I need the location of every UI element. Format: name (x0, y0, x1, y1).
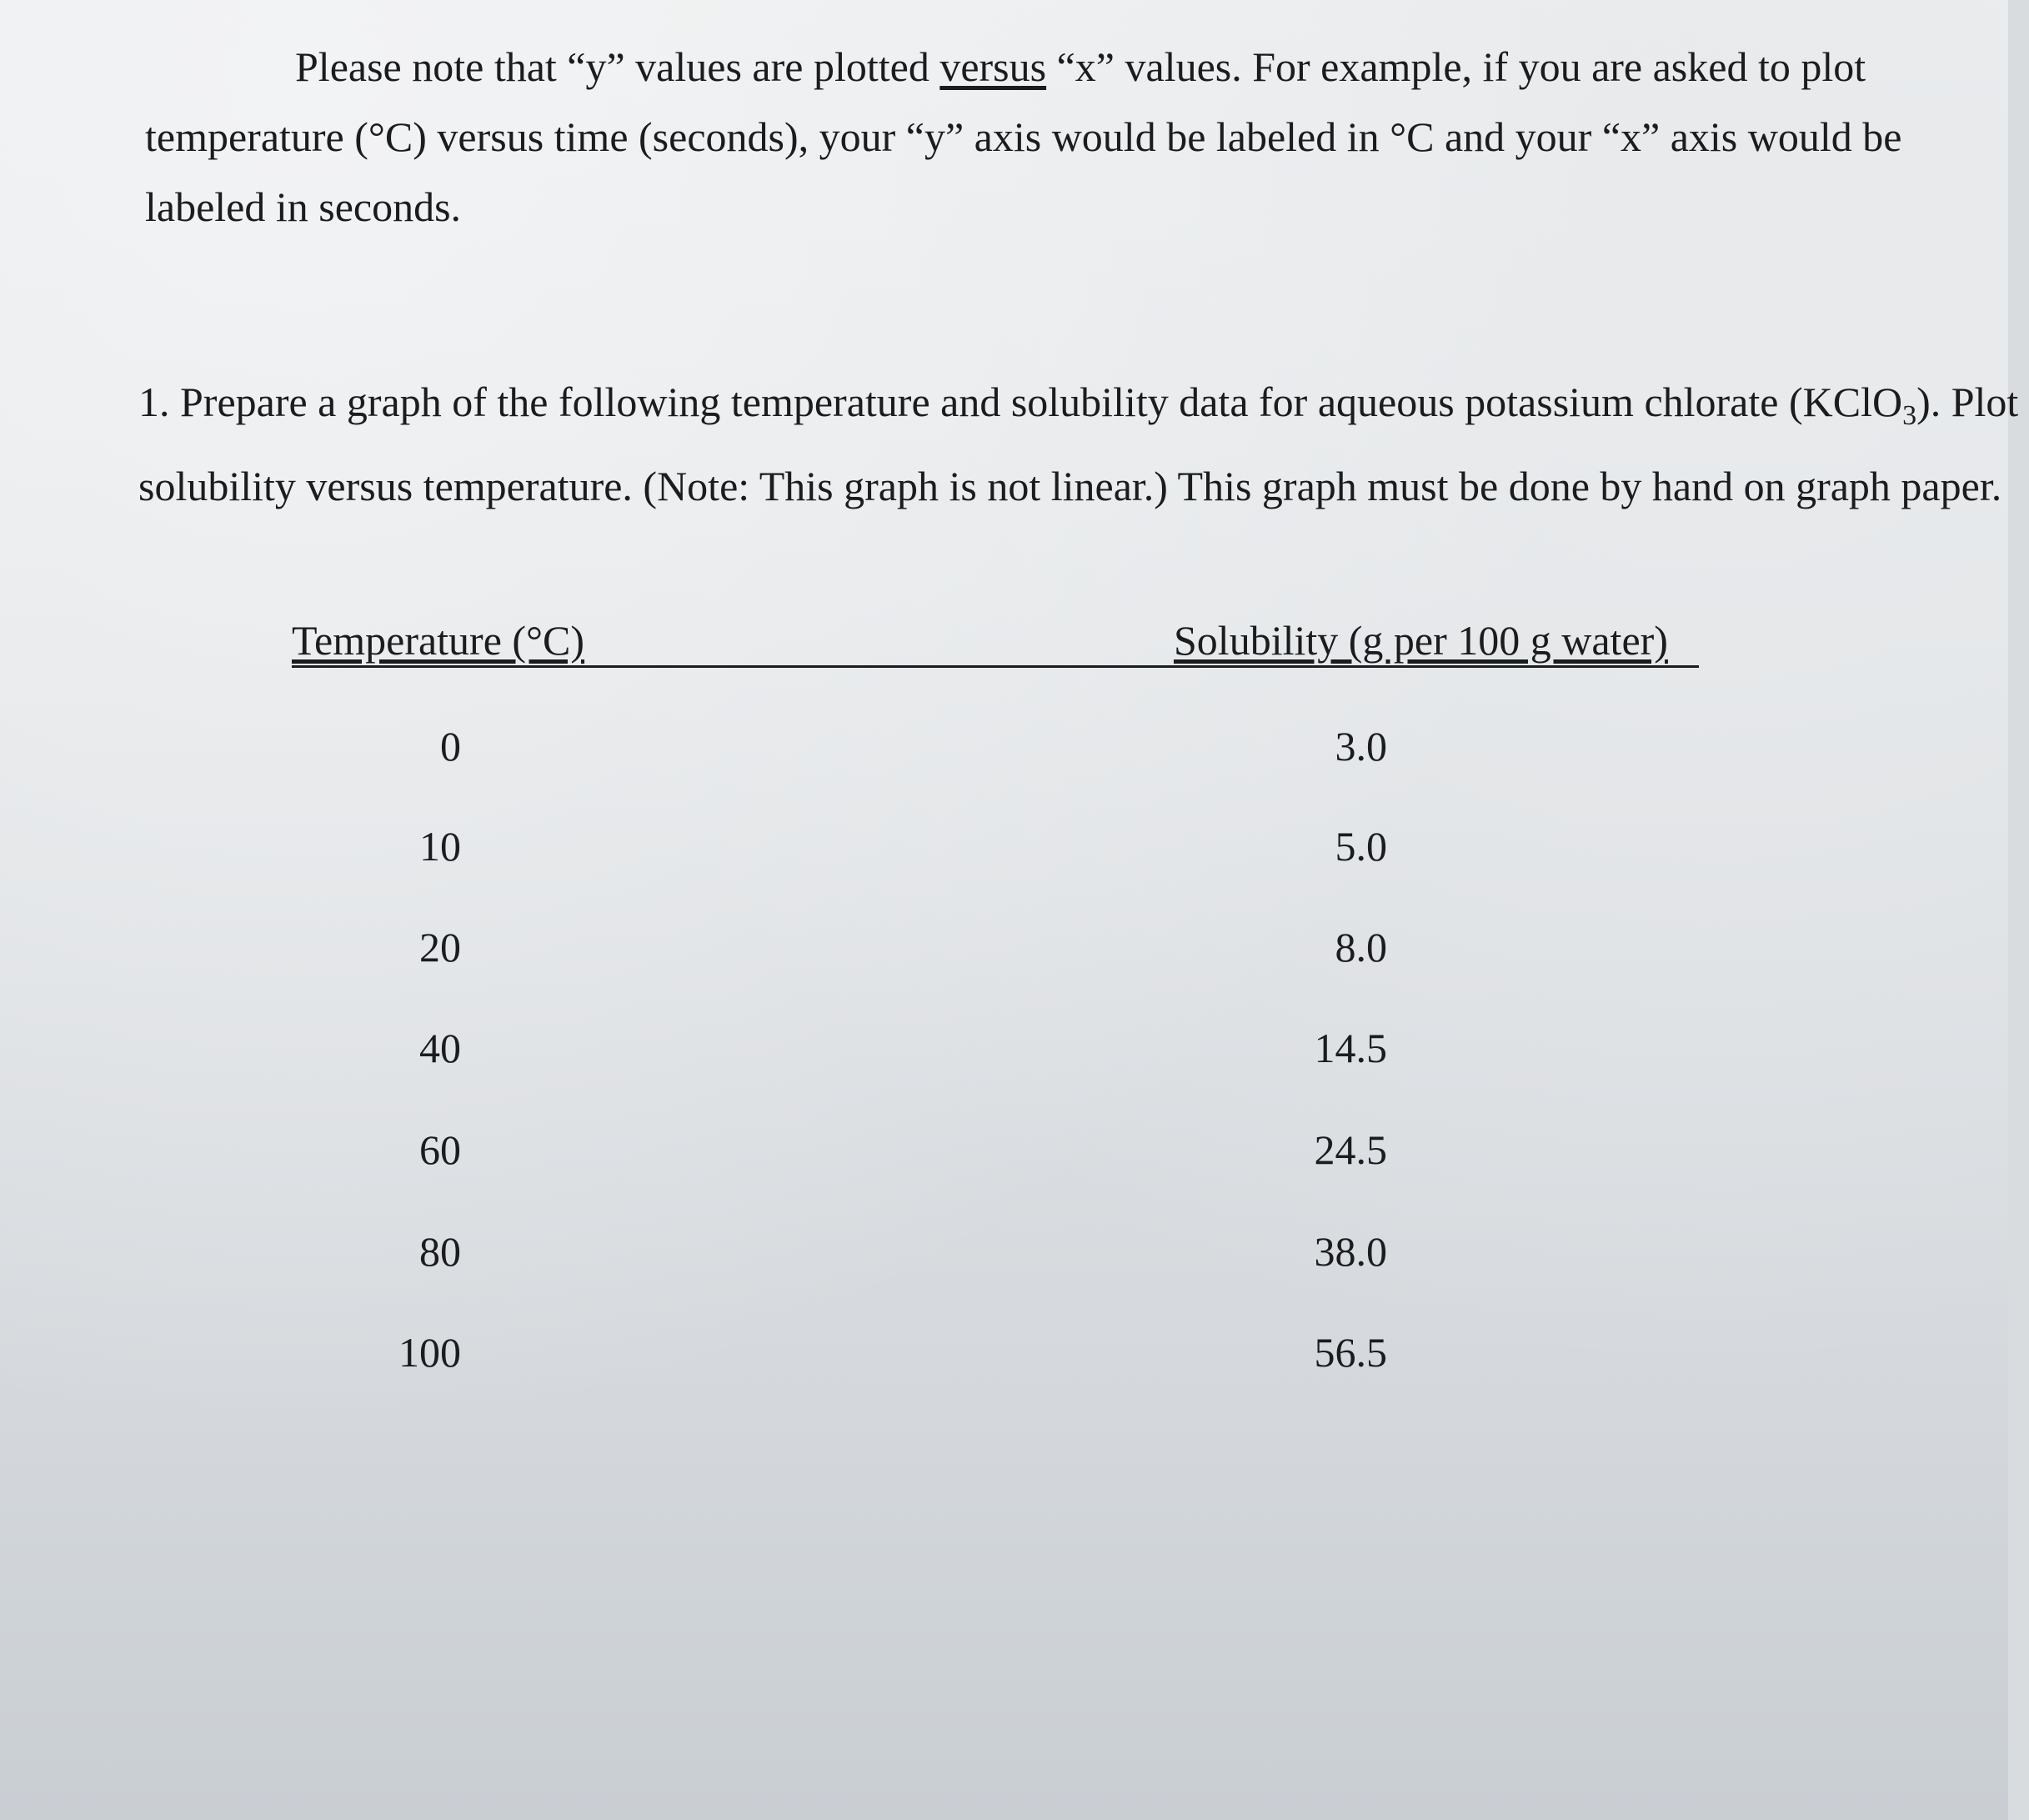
question-paragraph (138, 367, 2022, 521)
solubility-cell: 5.0 (1335, 823, 1387, 870)
solubility-cell: 14.5 (1314, 1025, 1387, 1071)
question-subscript: 3 (1902, 400, 1917, 431)
solubility-cell: 8.0 (1335, 924, 1387, 970)
intro-text-part2: “x” values. For example, if you are asked to plot temperature (°C) versus time (seconds), your “y” axis would be labeled in °C and your “x” axis would be labeled in seconds. (145, 43, 1902, 230)
table-header-rule (292, 665, 1699, 668)
temperature-cell: 100 (398, 1329, 461, 1376)
question-text-part1: 1. Prepare a graph of the following temperature and solubility data for aqueous potassium chlorate (KClO (138, 379, 1903, 425)
temperature-cell: 20 (419, 924, 461, 970)
solubility-cell: 3.0 (1335, 723, 1387, 770)
temperature-cell: 60 (419, 1126, 461, 1173)
temperature-cell: 10 (419, 823, 461, 870)
temperature-cell: 0 (440, 723, 461, 770)
solubility-column-header: Solubility (g per 100 g water) (1174, 617, 1668, 664)
intro-underlined-word: versus (939, 43, 1047, 90)
intro-text-part1: Please note that “y” values are plotted (295, 43, 940, 90)
temperature-column-header: Temperature (°C) (292, 617, 585, 664)
solubility-cell: 38.0 (1314, 1228, 1387, 1275)
intro-paragraph (145, 32, 2029, 242)
solubility-cell: 56.5 (1314, 1329, 1387, 1376)
temperature-cell: 40 (419, 1025, 461, 1071)
solubility-cell: 24.5 (1314, 1126, 1387, 1173)
temperature-cell: 80 (419, 1228, 461, 1275)
question-text-part2: ). Plot solubility versus temperature. (Note: This graph is not linear.) This graph must be done by hand on graph paper. (138, 379, 2019, 509)
